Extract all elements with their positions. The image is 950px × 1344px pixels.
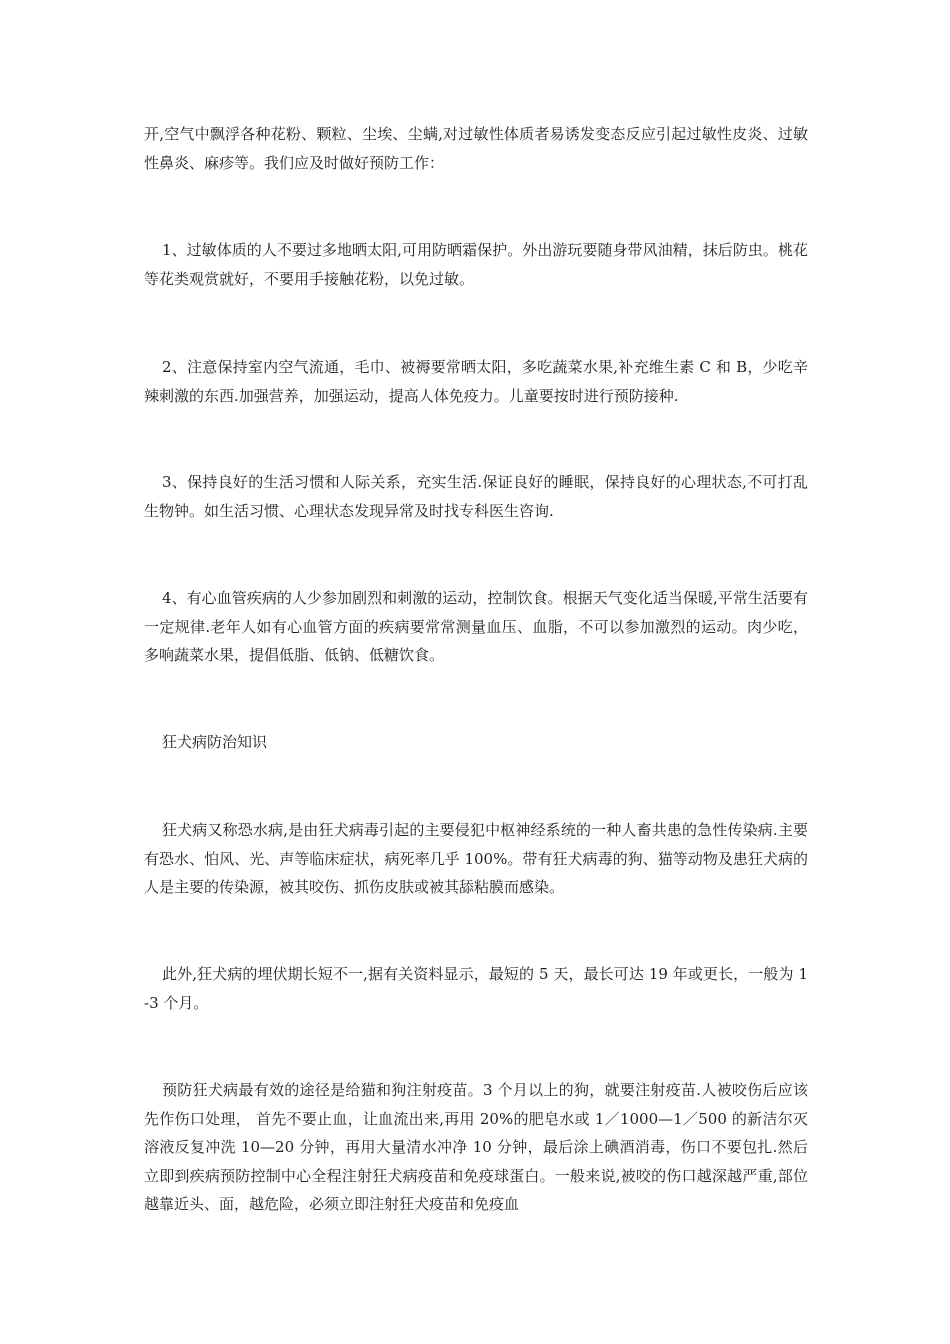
item-4-paragraph: 4、有心血管疾病的人少参加剧烈和刺激的运动，控制饮食。根据天气变化适当保暖,平常生活要有一定规律.老年人如有心血管方面的疾病要常常测量血压、血脂，不可以参加激烈的运动。肉少吃，多响蔬菜水果，提倡低脂、低钠、低糖饮食。 [144, 589, 808, 664]
item-2-paragraph: 2、注意保持室内空气流通，毛巾、被褥要常晒太阳，多吃蔬菜水果,补充维生素 C 和 B，少吃辛辣刺激的东西.加强营养，加强运动，提高人体免疫力。儿童要按时进行预防接种. [144, 358, 808, 405]
prevention-paragraph: 预防狂犬病最有效的途径是给猫和狗注射疫苗。3 个月以上的狗，就要注射疫苗.人被咬伤后应该先作伤口处理， 首先不要止血，让血流出来,再用 20%的肥皂水或 1／1000—1／500 的新洁尔灭溶液反复冲洗 10—20 分钟，再用大量清水冲净 10 分钟，最后涂上碘酒消毒，伤口不要包扎.然后立即到疾病预防控制中心全程注射狂犬病疫苗和免疫球蛋白。一般来说,被咬的伤口越深越严重,部位越靠近头、面，越危险，必须立即注射狂犬疫苗和免疫血 [144, 1081, 808, 1213]
intro-paragraph: 开,空气中飘浮各种花粉、颗粒、尘埃、尘螨,对过敏性体质者易诱发变态反应引起过敏性皮炎、过敏性鼻炎、麻疹等。我们应及时做好预防工作： [144, 125, 808, 172]
item-3-paragraph: 3、保持良好的生活习惯和人际关系，充实生活.保证良好的睡眠，保持良好的心理状态,不可打乱生物钟。如生活习惯、心理状态发现异常及时找专科医生咨询. [144, 473, 808, 520]
incubation-paragraph: 此外,狂犬病的埋伏期长短不一,据有关资料显示，最短的 5 天，最长可达 19 年或更长，一般为 1-3 个月。 [144, 965, 808, 1012]
item-1-paragraph: 1、过敏体质的人不要过多地晒太阳,可用防晒霜保护。外出游玩要随身带风油精，抹后防虫。桃花等花类观赏就好，不要用手接触花粉，以免过敏。 [144, 241, 808, 288]
rabies-intro-paragraph: 狂犬病又称恐水病,是由狂犬病毒引起的主要侵犯中枢神经系统的一种人畜共患的急性传染病.主要有恐水、怕风、光、声等临床症状，病死率几乎 100%。带有狂犬病毒的狗、猫等动物及患狂犬病的人是主要的传染源，被其咬伤、抓伤皮肤或被其舔粘膜而感染。 [144, 821, 808, 896]
section-heading: 狂犬病防治知识 [162, 733, 268, 751]
